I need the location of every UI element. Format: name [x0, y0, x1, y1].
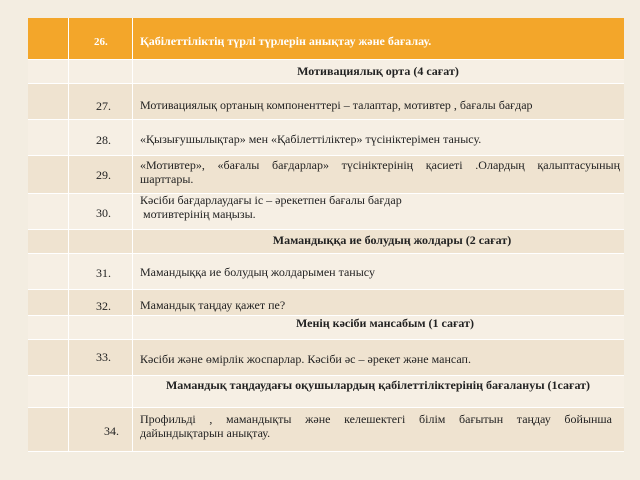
row-text: Кәсіби және өмірлік жоспарлар. Кәсіби әс – әрекет және мансап.	[140, 352, 471, 366]
section-heading: Мамандыққа ие болудың жолдары (2 сағат)	[272, 233, 512, 247]
row-text-line1: «Мотивтер», «бағалы бағдарлар» түсініктерінің қасиеті .Олардың қалыптасуының	[140, 158, 620, 172]
row-text: Мамандық таңдау қажет пе?	[140, 298, 286, 312]
row-text-line2: дайындықтарын анықтау.	[140, 426, 271, 440]
row-number: 29.	[96, 168, 111, 182]
section-heading: Мотивациялық орта (4 сағат)	[297, 64, 459, 78]
row-text-line2: шарттары.	[140, 172, 194, 186]
row-text-line1: Кәсіби бағдарлаудағы іс – әрекетпен бағалы бағдар	[140, 193, 402, 207]
row-text-line2: мотивтерінің маңызы.	[143, 207, 256, 221]
row-text: Мамандыққа ие болудың жолдарымен танысу	[140, 265, 375, 279]
row-text-line1: Профильді , мамандықты және келешектегі білім бағытын таңдау бойынша	[140, 412, 612, 426]
row-number: 28.	[96, 133, 111, 147]
row-number: 33.	[96, 350, 111, 364]
row-number: 31.	[96, 266, 111, 280]
header-number: 26.	[94, 36, 108, 48]
row-text: «Қызығушылықтар» мен «Қабілеттіліктер» түсініктерімен танысу.	[140, 132, 482, 146]
section-heading: Менің кәсіби мансабым (1 сағат)	[296, 316, 474, 330]
row-text: Мотивациялық ортаның компоненттері – талаптар, мотивтер , бағалы бағдар	[140, 98, 533, 112]
section-heading: Мамандық таңдаудағы оқушылардың қабілеттіліктерінің бағалануы (1сағат)	[165, 378, 591, 392]
column-divider	[68, 18, 69, 452]
row-number: 34.	[104, 424, 119, 438]
row-number: 30.	[96, 206, 111, 220]
header-title: Қабілеттіліктің түрлі түрлерін анықтау және бағалау.	[140, 34, 432, 48]
row-number: 32.	[96, 299, 111, 313]
row-number: 27.	[96, 99, 111, 113]
